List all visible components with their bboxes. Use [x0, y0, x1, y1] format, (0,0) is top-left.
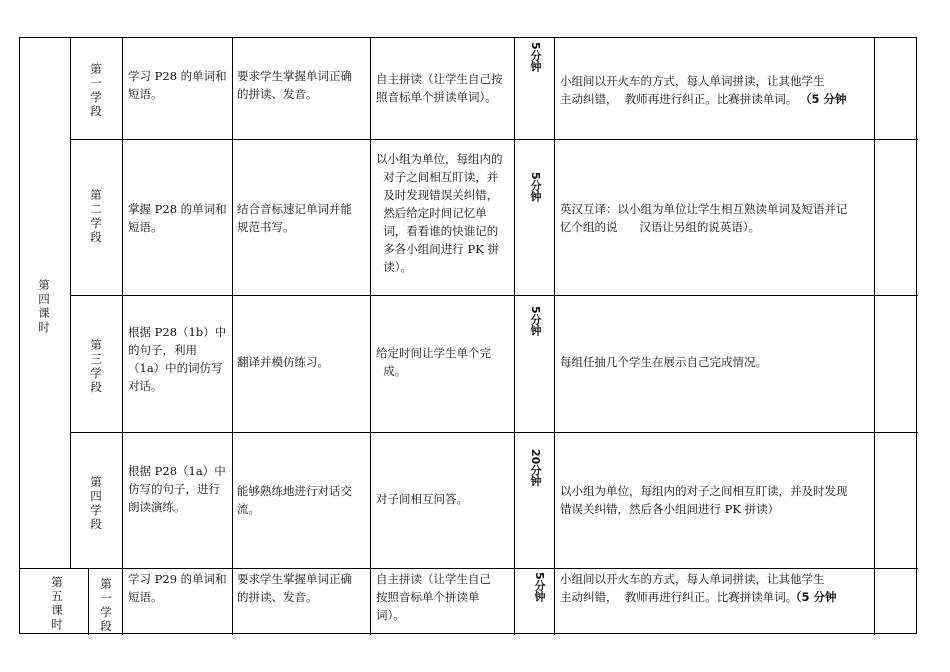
stage-label: 第 二 学 段	[90, 188, 102, 244]
stage-duration: 20分钟	[529, 449, 542, 487]
stage-activity: 以小组为单位，每组内的 对子之间相互盯读，并 及时发现错误关纠错， 然后给定时间记忆单 词，看看谁的快谁记的 多各小组间进行 PK 拼 读）。	[376, 152, 503, 274]
stage-label: 第 四 学 段	[90, 475, 102, 531]
stage-content: 学习 P29 的单词和 短语。	[128, 572, 227, 604]
stage-evaluation: 小组间以开火车的方式，每人单词拼读，让其他学生 主动纠错， 教师再进行纠正。比赛拼读单词。	[560, 572, 825, 604]
stage-evaluation: 每组任抽几个学生在展示自己完成情况。	[560, 355, 767, 369]
stage-content: 学习 P28 的单词和 短语。	[128, 69, 227, 101]
stage-goal: 能够熟练地进行对话交 流。	[237, 484, 352, 516]
stage-duration: 5分钟	[529, 172, 542, 202]
stage-evaluation-tail: （5 分钟	[800, 92, 847, 106]
col-divider	[88, 568, 89, 635]
stage-content: 掌握 P28 的单词和 短语。	[128, 202, 227, 234]
stage-activity: 自主拼读（让学生自己按 照音标单个拼读单词）。	[376, 72, 503, 104]
stage-label: 第 三 学 段	[90, 338, 102, 394]
col-divider	[874, 38, 875, 635]
stage-evaluation: 小组间以开火车的方式，每人单词拼读，让其他学生 主动纠错， 教师再进行纠正。比赛拼读单词。	[560, 74, 825, 106]
col-divider	[514, 38, 515, 635]
row-divider	[70, 139, 918, 140]
stage-content: 根据 P28（1b）中 的句子，利用 （1a）中的词仿写 对话。	[128, 325, 227, 393]
stage-evaluation-tail: （5 分钟	[790, 590, 837, 604]
stage-duration: 5分钟	[533, 572, 546, 602]
stage-goal: 要求学生掌握单词正确 的拼读、发音。	[237, 572, 352, 604]
row-divider	[20, 568, 918, 569]
stage-label: 第 一 学 段	[90, 62, 102, 118]
lesson-label: 第 五 课 时	[51, 575, 63, 631]
stage-activity: 给定时间让学生单个完 成。	[376, 346, 491, 378]
stage-goal: 结合音标速记单词并能 规范书写。	[237, 202, 352, 234]
stage-goal: 翻译并模仿练习。	[237, 355, 329, 369]
lesson-label: 第 四 课 时	[38, 278, 50, 334]
stage-evaluation: 英汉互译：以小组为单位让学生相互熟读单词及短语并记 忆个组的说 汉语让另组的说英语）。	[560, 202, 848, 234]
stage-evaluation: 以小组为单位，每组内的对子之间相互盯读，并及时发现 错误关纠错，然后各小组间进行 PK 拼读）	[560, 484, 848, 516]
col-divider	[122, 38, 123, 635]
stage-activity: 自主拼读（让学生自己 按照音标单个拼读单 词）。	[376, 572, 491, 622]
row-divider	[70, 295, 918, 296]
stage-goal: 要求学生掌握单词正确 的拼读、发音。	[237, 69, 352, 101]
stage-label: 第 一 学 段	[100, 577, 112, 633]
col-divider	[70, 38, 71, 568]
stage-duration: 5分钟	[529, 42, 542, 72]
col-divider	[370, 38, 371, 635]
row-divider	[70, 432, 918, 433]
col-divider	[554, 38, 555, 635]
col-divider	[232, 38, 233, 635]
stage-activity: 对子间相互问答。	[376, 492, 468, 506]
stage-content: 根据 P28（1a）中 仿写的句子，进行 朗读演练。	[128, 464, 226, 514]
stage-duration: 5分钟	[529, 306, 542, 336]
